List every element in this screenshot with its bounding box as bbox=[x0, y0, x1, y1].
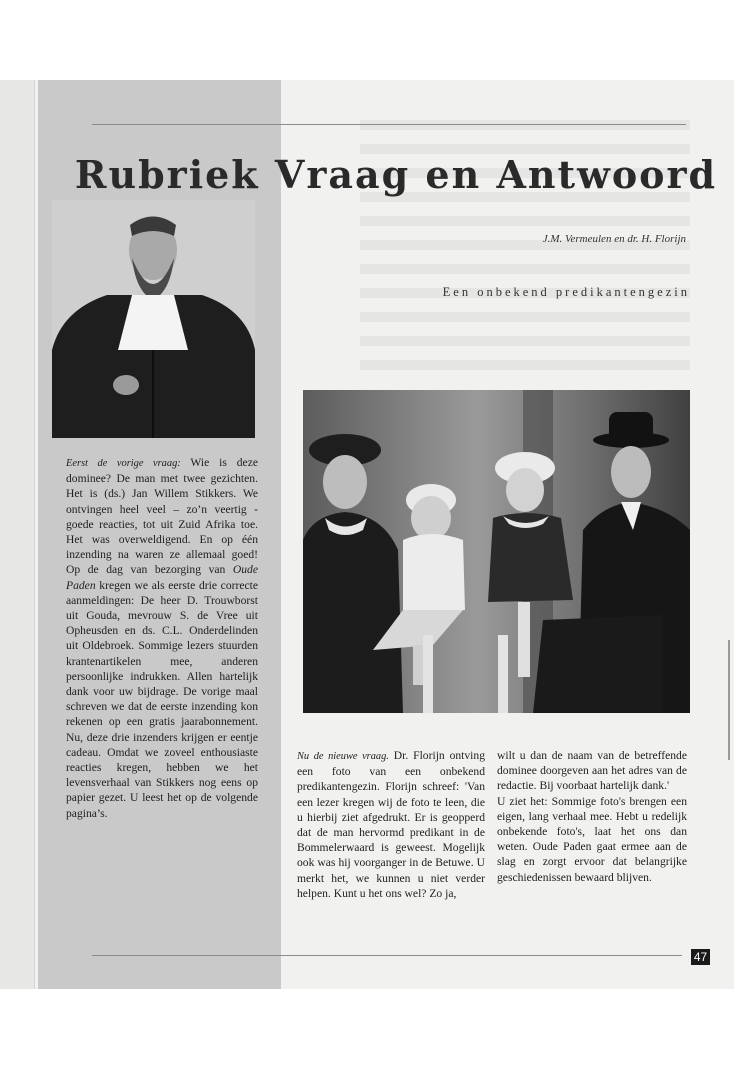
page-edge-shadow bbox=[728, 640, 730, 760]
left-column-body: Wie is deze dominee? De man met twee gezichten. Het is (ds.) Jan Willem Stikkers. We ontvingen heel veel – zo’n veertig - goede reacties, tot uit Zuid Afrika toe. Het was overweldigend. En op één inzending na waren ze allemaal goed! Op de dag van bezorging van bbox=[66, 456, 258, 577]
bottom-rule bbox=[92, 955, 682, 956]
portrait-photo bbox=[52, 200, 255, 438]
middle-column-lead: Nu de nieuwe vraag. bbox=[297, 751, 389, 762]
magazine-name: Oude Paden bbox=[66, 563, 258, 592]
facing-page-edge bbox=[0, 80, 35, 989]
authors-line: J.M. Vermeulen en dr. H. Florijn bbox=[542, 233, 686, 245]
family-group-icon bbox=[303, 390, 690, 713]
middle-column-body: Dr. Florijn ontving een foto van een onbekend predikantengezin. Florijn schreef: 'Van een lezer kregen wij de foto te leen, die u hierbij ziet afgedrukt. Er is geopperd dat de man hervormd predikant in de Bommelerwaard is geweest. Mogelijk ook was hij voorganger in de Betuwe. U merkt het, we kunnen u niet verder helpen. Kunt u het ons wel? Zo ja, bbox=[297, 749, 485, 900]
article-subtitle: Een onbekend predikantengezin bbox=[442, 285, 690, 299]
right-column-para2: U ziet het: Sommige foto's brengen een eigen, lang verhaal mee. Hebt u redelijk onbekende foto's, laat het ons dan weten. Oude Paden gaat ermee aan de slag en zorgt ervoor dat belangrijke geschiedenissen bewaard blijven. bbox=[497, 794, 687, 884]
family-photo bbox=[303, 390, 690, 713]
page-number: 47 bbox=[691, 949, 710, 965]
right-column-text bbox=[497, 748, 687, 885]
left-column-body-cont: kregen we als eerste drie correcte aanmeldingen: De heer D. Trouwborst uit Gouda, mevrouw S. de Vree uit Opheusden en ds. C.L. Onderdelinden uit Oldebroek. Sommige lezers stuurden krantenartikelen mee, anderen persoonlijke indrukken. Allen hartelijk dank voor uw bijdrage. De vorige maal schreven we dat de eerste inzending kon rekenen op een gratis jaarabonnement. Nu, deze drie inzenders krijgen er eentje cadeau. Omdat we zoveel enthousiaste reacties kregen, hebben we het levensverhaal van Stikkers nog eens op papier gezet. U leest het op de volgende pagina’s. bbox=[66, 578, 258, 820]
left-column-lead: Eerst de vorige vraag: bbox=[66, 458, 181, 469]
top-rule bbox=[92, 124, 686, 125]
left-column-text bbox=[66, 455, 258, 821]
right-column-para1: wilt u dan de naam van de betreffende dominee doorgeven aan het adres van de redactie. Bij voorbaat hartelijk dank.' bbox=[497, 749, 687, 793]
middle-column-text bbox=[297, 748, 485, 901]
page-title: Rubriek Vraag en Antwoord bbox=[74, 152, 718, 197]
portrait-figure-icon bbox=[52, 200, 255, 438]
